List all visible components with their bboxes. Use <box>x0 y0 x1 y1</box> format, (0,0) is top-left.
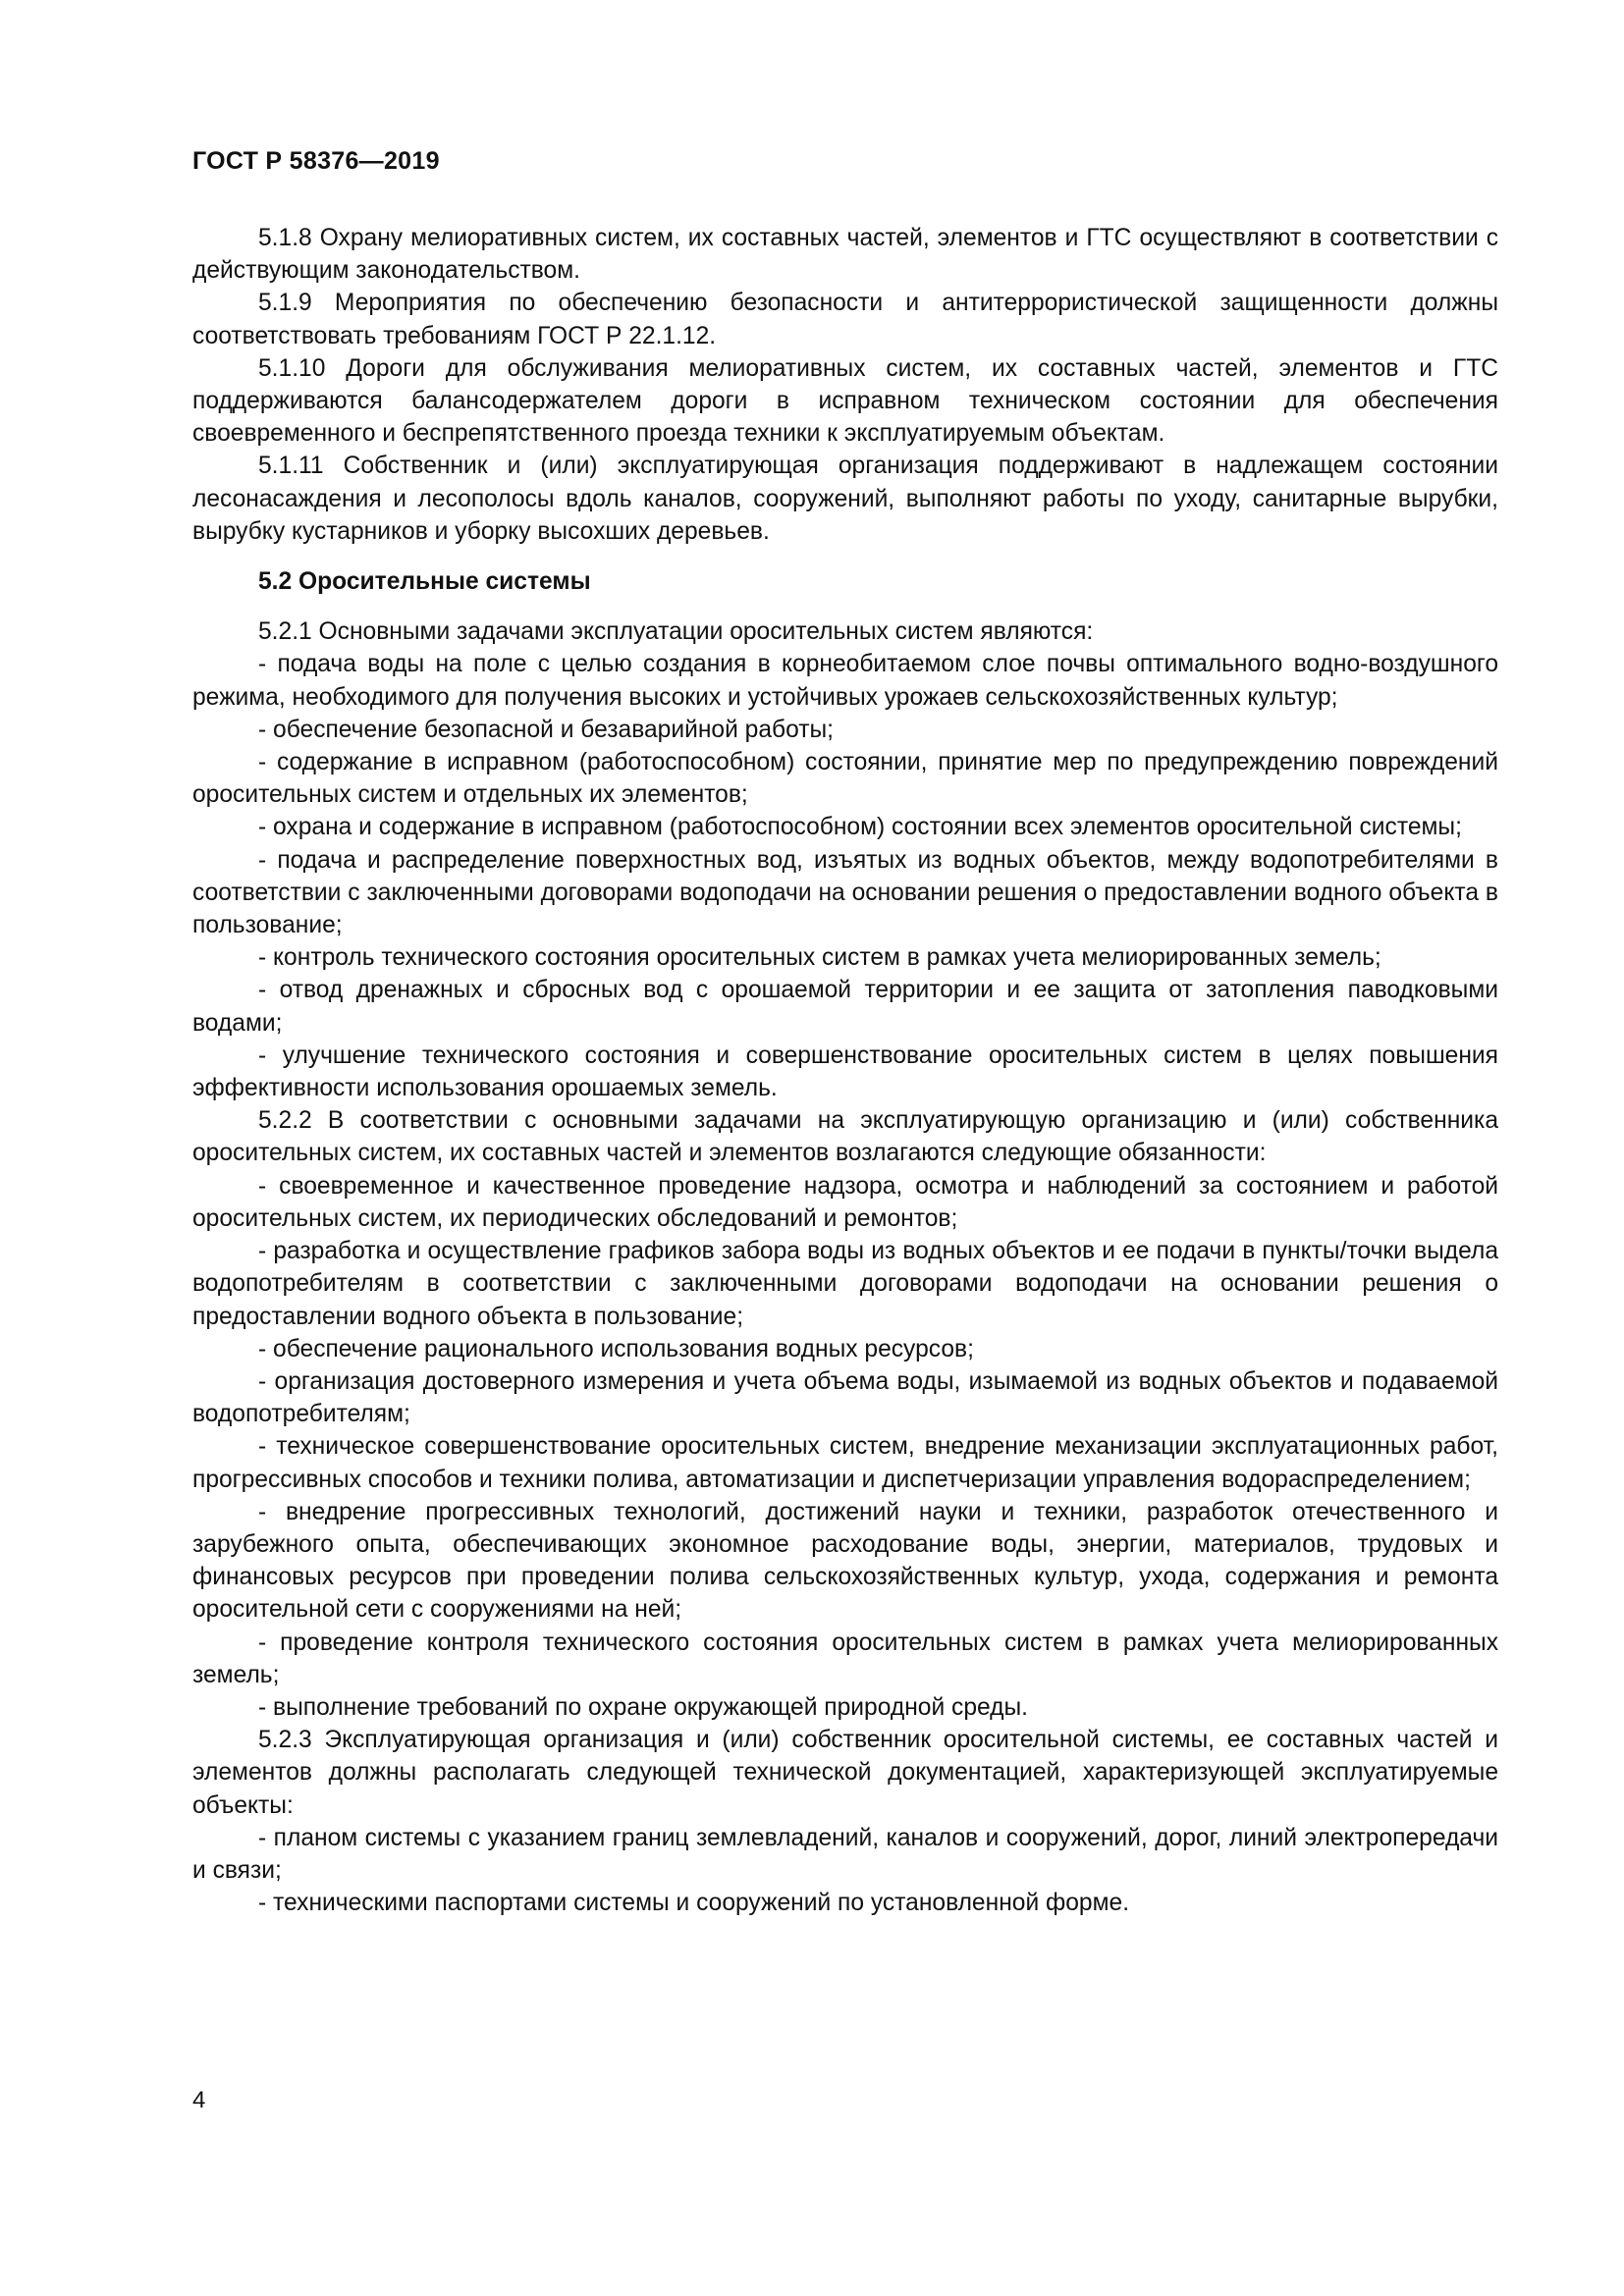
list-item: - планом системы с указанием границ землевладений, каналов и сооружений, дорог, линий электропередачи и связи; <box>192 1824 1498 1884</box>
list-item: - улучшение технического состояния и совершенствование оросительных систем в целях повышения эффективности использования орошаемых земель. <box>192 1041 1498 1102</box>
clause-5-1-10: 5.1.10 Дороги для обслуживания мелиоративных систем, их составных частей, элементов и ГТС поддерживаются балансодержателем дороги в исправном техническом состоянии для обеспечения своевременного и беспрепятственного проезда техники к эксплуатируемым объектам. <box>192 354 1498 448</box>
clause-5-2-3: 5.2.3 Эксплуатирующая организация и (или) собственник оросительной системы, ее составных частей и элементов должны располагать следующей технической документацией, характеризующей эксплуатируемые объекты: <box>192 1727 1498 1819</box>
clause-5-1-11: 5.1.11 Собственник и (или) эксплуатирующая организация поддерживают в надлежащем состоянии лесонасаждения и лесополосы вдоль каналов, сооружений, выполняют работы по уходу, санитарные вырубки, вырубку кустарников и уборку высохших деревьев. <box>192 453 1498 545</box>
list-item: - проведение контроля технического состояния оросительных систем в рамках учета мелиорированных земель; <box>192 1629 1498 1688</box>
list-item: - организация достоверного измерения и учета объема воды, изымаемой из водных объектов и подаваемой водопотребителям; <box>192 1367 1498 1428</box>
list-item: - контроль технического состояния оросительных систем в рамках учета мелиорированных земель; <box>258 944 1381 972</box>
document-header: ГОСТ Р 58376—2019 <box>192 147 440 175</box>
list-item: - внедрение прогрессивных технологий, достижений науки и техники, разработок отечественного и зарубежного опыта, обеспечивающих экономное расходование воды, энергии, материалов, трудовых и финансовых ресурсов при проведении полива сельскохозяйственных культур, ухода, содержания и ремонта оросительной сети с сооружениями на ней; <box>192 1498 1498 1624</box>
list-item: - разработка и осуществление графиков забора воды из водных объектов и ее подачи в пункты/точки выдела водопотребителям в соответствии с заключенными договорами водоподачи на основании решения о предоставлении водного объекта в пользование; <box>192 1238 1498 1330</box>
list-item: - техническими паспортами системы и сооружений по установленной форме. <box>258 1890 1130 1917</box>
list-item: - отвод дренажных и сбросных вод с орошаемой территории и ее защита от затопления паводковыми водами; <box>192 977 1498 1037</box>
list-item: - обеспечение безопасной и безаварийной работы; <box>258 716 835 743</box>
list-item: - выполнение требований по охране окружающей природной среды. <box>258 1693 1028 1721</box>
list-item: - охрана и содержание в исправном (работоспособном) состоянии всех элементов оросительной системы; <box>258 814 1462 841</box>
clause-5-1-8: 5.1.8 Охрану мелиоративных систем, их составных частей, элементов и ГТС осуществляют в соответствии с действующим законодательством. <box>192 225 1498 285</box>
section-heading-5-2: 5.2 Оросительные системы <box>258 568 591 596</box>
list-item: - содержание в исправном (работоспособном) состоянии, принятие мер по предупреждению повреждений оросительных систем и отдельных их элементов; <box>192 749 1498 809</box>
list-item: - своевременное и качественное проведение надзора, осмотра и наблюдений за состоянием и работой оросительных систем, их периодических обследований и ремонтов; <box>192 1172 1498 1232</box>
list-item: - подача воды на поле с целью создания в корнеобитаемом слое почвы оптимального водно-воздушного режима, необходимого для получения высоких и устойчивых урожаев сельскохозяйственных культур; <box>192 651 1498 711</box>
clause-5-2-1: 5.2.1 Основными задачами эксплуатации оросительных систем являются: <box>258 618 1094 646</box>
document-body <box>192 222 1498 1919</box>
clause-5-2-2: 5.2.2 В соответствии с основными задачами на эксплуатирующую организацию и (или) собственника оросительных систем, их составных частей и элементов возлагаются следующие обязанности: <box>192 1107 1498 1167</box>
list-item: - подача и распределение поверхностных вод, изъятых из водных объектов, между водопотребителями в соответствии с заключенными договорами водоподачи на основании решения о предоставлении водного объекта в пользование; <box>192 846 1498 939</box>
page-number: 4 <box>192 2087 206 2113</box>
clause-5-1-9: 5.1.9 Мероприятия по обеспечению безопасности и антитеррористической защищенности должны соответствовать требованиям ГОСТ Р 22.1.12. <box>192 290 1498 349</box>
list-item: - техническое совершенствование оросительных систем, внедрение механизации эксплуатационных работ, прогрессивных способов и техники полива, автоматизации и диспетчеризации управления водораспределением; <box>192 1433 1498 1493</box>
list-item: - обеспечение рационального использования водных ресурсов; <box>258 1335 974 1362</box>
